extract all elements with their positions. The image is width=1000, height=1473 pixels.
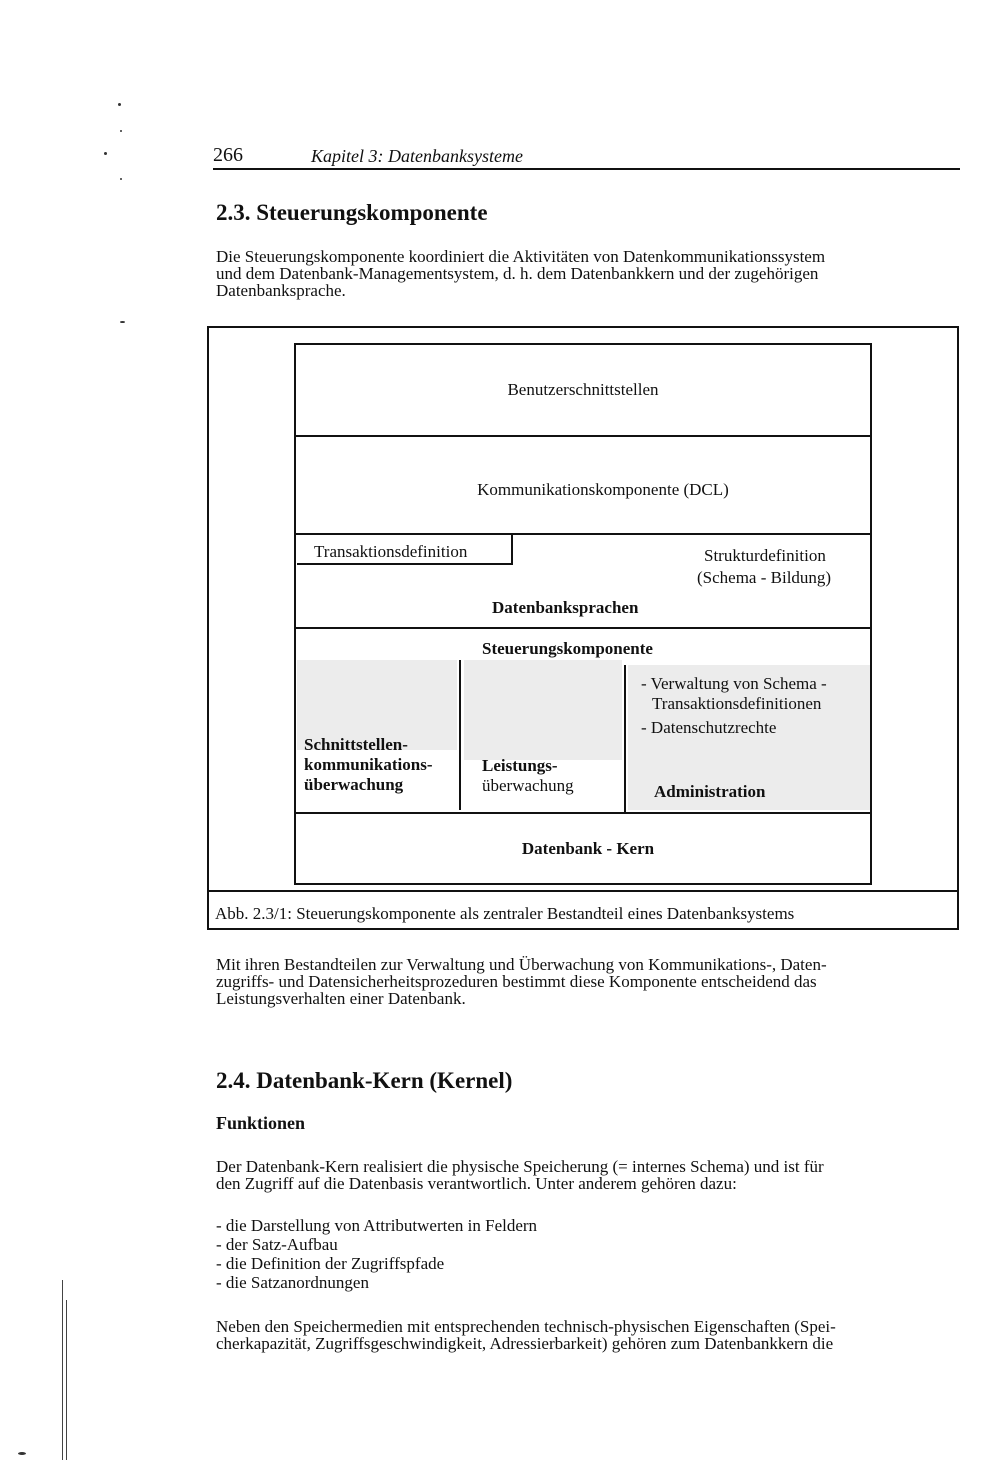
chapter-title: Kapitel 3: Datenbanksysteme (311, 146, 523, 166)
scan-speck (104, 152, 107, 155)
after-line-3: Leistungsverhalten einer Datenbank. (216, 989, 466, 1008)
intro-line-1: Die Steuerungskomponente koordiniert die Aktivitäten von Datenkommunikationssystem (216, 247, 826, 266)
interface-communication-monitoring (304, 735, 432, 795)
after-line-2: zugriffs- und Datensicherheitsprozeduren bestimmt diese Komponente entscheidend das (216, 972, 817, 991)
interface-monitor-line-3: überwachung (304, 775, 404, 794)
admin-item-3: - Datenschutzrechte (641, 718, 777, 737)
after-figure-paragraph (216, 956, 961, 1007)
admin-item-2: Transaktionsdefinitionen (652, 694, 822, 713)
page-number: 266 (213, 144, 243, 166)
divider-monitor-right (624, 665, 626, 812)
performance-monitor-line-1: Leistungs- (482, 756, 558, 775)
scan-speck (118, 103, 121, 106)
scan-edge-line (62, 1280, 63, 1460)
after-line-1: Mit ihren Bestandteilen zur Verwaltung und Überwachung von Kommunikations-, Daten- (216, 955, 827, 974)
figure-caption: Abb. 2.3/1: Steuerungskomponente als zentraler Bestandteil eines Datenbanksystems (215, 904, 795, 923)
interface-monitor-line-1: Schnittstellen- (304, 735, 408, 754)
list-item: - die Darstellung von Attributwerten in Feldern (216, 1216, 538, 1235)
list-item: - die Satzanordnungen (216, 1273, 369, 1292)
layer-communication: Kommunikationskomponente (DCL) (477, 480, 729, 499)
database-languages: Datenbanksprachen (492, 598, 639, 617)
section-2-4-intro (216, 1158, 961, 1192)
intro-line-3: Datenbanksprache. (216, 281, 346, 300)
intro-line-2: und dem Datenbank-Managementsystem, d. h. dem Datenbankkern und der zugehörigen (216, 264, 819, 283)
section-2-4-title: 2.4. Datenbank-Kern (Kernel) (216, 1068, 513, 1093)
section-2-4-subtitle: Funktionen (216, 1113, 306, 1133)
closing-line-1: Neben den Speichermedien mit entsprechenden technisch-physischen Eigenschaften (Spei- (216, 1317, 836, 1336)
kernel-function-list (216, 1216, 537, 1292)
figure-caption-box (207, 890, 959, 930)
closing-line-2: cherkapazität, Zugriffsgeschwindigkeit, Adressierbarkeit) gehören zum Datenbankkern die (216, 1334, 834, 1353)
kernel-intro-line-2: den Zugriff auf die Datenbasis verantwortlich. Unter anderem gehören dazu: (216, 1174, 737, 1193)
structure-definition: Strukturdefinition (704, 546, 826, 565)
page-header (213, 138, 960, 170)
database-kernel: Datenbank - Kern (521, 839, 655, 858)
scan-speck (120, 321, 125, 323)
interface-monitor-line-2: kommunikations- (304, 755, 433, 774)
scan-speck (120, 178, 122, 180)
performance-monitor-line-2: überwachung (482, 776, 574, 795)
scan-speck (18, 1452, 26, 1455)
control-component-label: Steuerungskomponente (482, 639, 653, 658)
list-item: - der Satz-Aufbau (216, 1235, 338, 1254)
section-2-3-title: 2.3. Steuerungskomponente (216, 200, 488, 225)
divider-lang-control (294, 627, 872, 629)
administration-label: Administration (654, 782, 766, 801)
scan-edge-line (66, 1300, 67, 1460)
kernel-intro-line-1: Der Datenbank-Kern realisiert die physische Speicherung (= internes Schema) und ist für (216, 1157, 824, 1176)
performance-monitoring (482, 756, 574, 796)
layer-user-interfaces: Benutzerschnittstellen (507, 380, 659, 399)
admin-item-1: - Verwaltung von Schema - (641, 674, 827, 693)
section-2-3-intro (216, 248, 958, 299)
shade-middle (464, 660, 622, 760)
transaction-definition: Transaktionsdefinition (314, 542, 468, 561)
divider-user-comm (294, 435, 872, 437)
divider-monitor-left (459, 660, 461, 810)
schema-building: (Schema - Bildung) (697, 568, 832, 587)
scan-speck (120, 130, 122, 132)
divider-control-kernel (294, 812, 872, 814)
section-2-4-closing (216, 1318, 961, 1352)
list-item: - die Definition der Zugriffspfade (216, 1254, 445, 1273)
